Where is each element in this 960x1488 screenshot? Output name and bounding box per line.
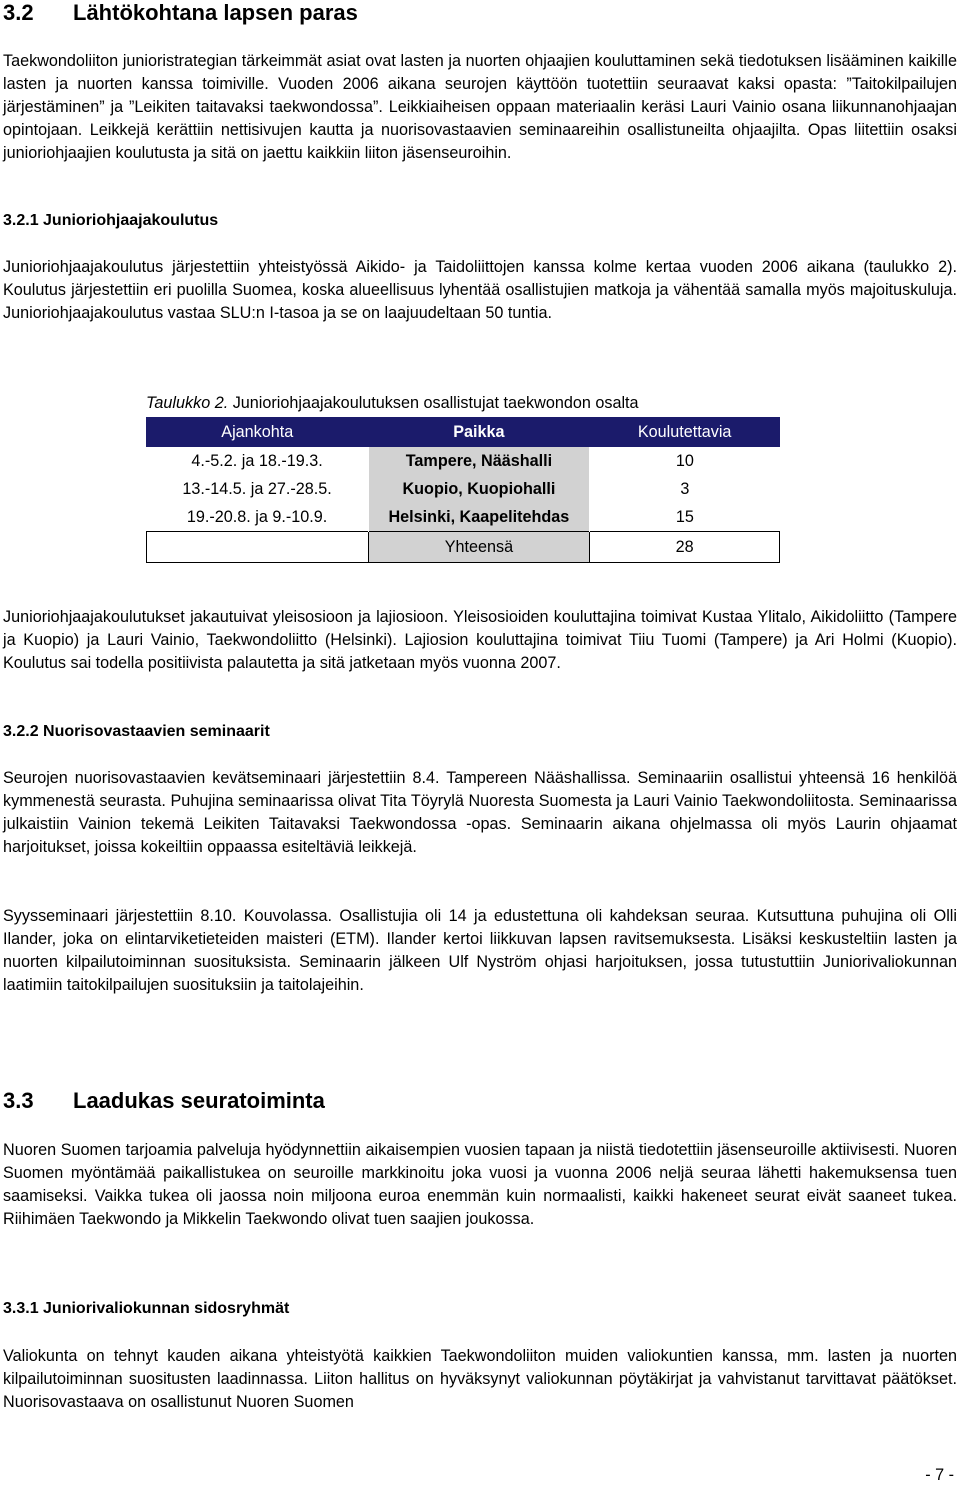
table-total-row — [147, 532, 780, 563]
table-caption-text: Junioriohjaajakoulutuksen osallistujat taekwondon osalta — [228, 394, 639, 412]
header-place: Paikka — [368, 418, 590, 447]
table-2 — [146, 392, 782, 563]
section-heading-3-2 — [3, 0, 358, 26]
table-row — [147, 503, 780, 532]
table-row — [147, 447, 780, 476]
section-title: Laadukas seuratoiminta — [73, 1088, 325, 1113]
paragraph-stakeholders: Valiokunta on tehnyt kauden aikana yhteistyötä kaikkien Taekwondoliiton muiden valiokuntien kanssa, mm. lasten ja nuorten kilpailutoiminnan suositusten laadinnassa. Liiton hallitus on hyväksynyt valiokunnan pöytäkirjat ja vahvistanut tarvittavat päätökset. Nuorisovastaava on osallistunut Nuoren Suomen — [3, 1347, 957, 1411]
paragraph-autumn-seminar: Syysseminaari järjestettiin 8.10. Kouvolassa. Osallistujia oli 14 ja edustettuna oli kahdeksan seuraa. Kutsuttuna puhujina oli Olli Ilander, joka on elintarviketieteiden maisteri (ETM). Ilander kertoi liikkuvan lapsen ravitsemuksesta. Lisäksi keskusteltiin lasten ja nuorten kilpailutoiminnan suosituksista. Seminaarin jälkeen Ulf Nyström ohjasi harjoituksen, jossa tutustuttiin Juniorivaliokunnan laatimiin taitokilpailujen suosituksiin ja taitolajeihin. — [3, 907, 957, 994]
cell-total-label: Yhteensä — [368, 532, 590, 563]
cell-place: Tampere, Nääshalli — [368, 447, 590, 476]
section-number: 3.3 — [3, 1088, 34, 1113]
cell-date: 13.-14.5. ja 27.-28.5. — [182, 479, 332, 498]
table-caption-label: Taulukko 2. — [146, 394, 229, 412]
table-row — [147, 475, 780, 503]
cell-empty — [147, 532, 369, 563]
cell-date: 4.-5.2. ja 18.-19.3. — [191, 451, 323, 470]
paragraph-club-activity: Nuoren Suomen tarjoamia palveluja hyödynnettiin aikaisempien vuosien tapaan ja niistä tiedotettiin jäsenseuroille aktiivisesti. Nuoren Suomen myöntämää paikallistukea on seuroille markkinoitu joka vuosi ja vuonna 2006 neljä seuraa lähetti hakemuksensa tuen saamiseksi. Vaikka tukea oli jaossa noin miljoona euroa enemmän kuin normaalisti, kaikki hakeneet seurat eivät saaneet tukea. Riihimäen Taekwondo ja Mikkelin Taekwondo olivat tuen saajien joukossa. — [3, 1141, 957, 1228]
section-heading-3-3 — [3, 1088, 325, 1114]
cell-count: 10 — [675, 451, 694, 470]
cell-count: 3 — [680, 479, 690, 498]
cell-count: 15 — [675, 507, 694, 526]
page-number: - 7 - — [925, 1466, 954, 1484]
participants-table — [146, 417, 780, 563]
section-number: 3.2 — [3, 0, 34, 25]
paragraph-trainers: Junioriohjaajakoulutukset jakautuivat yleisosioon ja lajiosioon. Yleisosioiden kouluttajina toimivat Kustaa Ylitalo, Aikidoliitto (Tampere ja Kuopio) ja Lauri Vainio, Taekwondoliitto (Helsinki). Lajiosion kouluttajina toimivat Tiiu Tuomi (Tampere) ja Ari Holmi (Kuopio). Koulutus sai todella positiivista palautetta ja sitä jatketaan myös vuonna 2007. — [3, 608, 957, 672]
cell-date: 19.-20.8. ja 9.-10.9. — [186, 507, 328, 526]
subsection-heading-3-3-1: 3.3.1 Juniorivaliokunnan sidosryhmät — [3, 1300, 290, 1317]
header-count: Koulutettavia — [590, 418, 780, 447]
paragraph-training: Junioriohjaajakoulutus järjestettiin yhteistyössä Aikido- ja Taidoliittojen kanssa kolme kertaa vuoden 2006 aikana (taulukko 2). Koulutus järjestettiin eri puolilla Suomea, koska alueellisuus lyhentää osallistujien matkoja ja vähentää samalla myös majoituskuluja. Junioriohjaajakoulutus vastaa SLU:n I-tasoa ja se on laajuudeltaan 50 tuntia. — [3, 258, 957, 322]
table-header-row — [147, 418, 780, 447]
cell-total-value: 28 — [590, 532, 780, 563]
cell-place: Helsinki, Kaapelitehdas — [368, 503, 590, 532]
header-date: Ajankohta — [147, 418, 369, 447]
paragraph-intro: Taekwondoliiton junioristrategian tärkeimmät asiat ovat lasten ja nuorten ohjaajien kouluttaminen sekä tiedotuksen lisääminen kaikille lasten ja nuorten kanssa toimiville. Vuoden 2006 aikana seurojen käyttöön tuotettiin seuraavat kaksi opasta: ”Taitokilpailujen järjestäminen” ja ”Leikiten taitavaksi taekwondossa”. Leikkiaiheisen oppaan materiaalin keräsi Lauri Vainio osana liikunnanohjaajan opintojaan. Leikkejä kerättiin nettisivujen kautta ja nuorisovastaavien seminaareihin osallistuneilta ohjaajilta. Opas liitettiin osaksi junioriohjaajien koulutusta ja sitä on jaettu kaikkiin liiton jäsenseuroihin. — [3, 52, 957, 162]
section-title: Lähtökohtana lapsen paras — [73, 0, 358, 25]
subsection-heading-3-2-1: 3.2.1 Junioriohjaajakoulutus — [3, 212, 219, 229]
subsection-heading-3-2-2: 3.2.2 Nuorisovastaavien seminaarit — [3, 723, 270, 740]
table-caption — [146, 392, 782, 415]
paragraph-spring-seminar: Seurojen nuorisovastaavien kevätseminaari järjestettiin 8.4. Tampereen Nääshallissa. Seminaariin osallistui yhteensä 16 henkilöä kymmenestä seurasta. Puhujina seminaarissa olivat Tita Töyrylä Nuoresta Suomesta ja Lauri Vainio Taekwondoliitosta. Seminaarissa julkaistiin Vainion tekemä Leikiten Taitavaksi Taekwondossa -opas. Seminaarin aikana ohjelmassa oli myös Laurin ohjaamat harjoitukset, joissa kokeiltiin oppaassa esiteltäviä leikkejä. — [3, 769, 957, 856]
cell-place: Kuopio, Kuopiohalli — [368, 475, 590, 503]
